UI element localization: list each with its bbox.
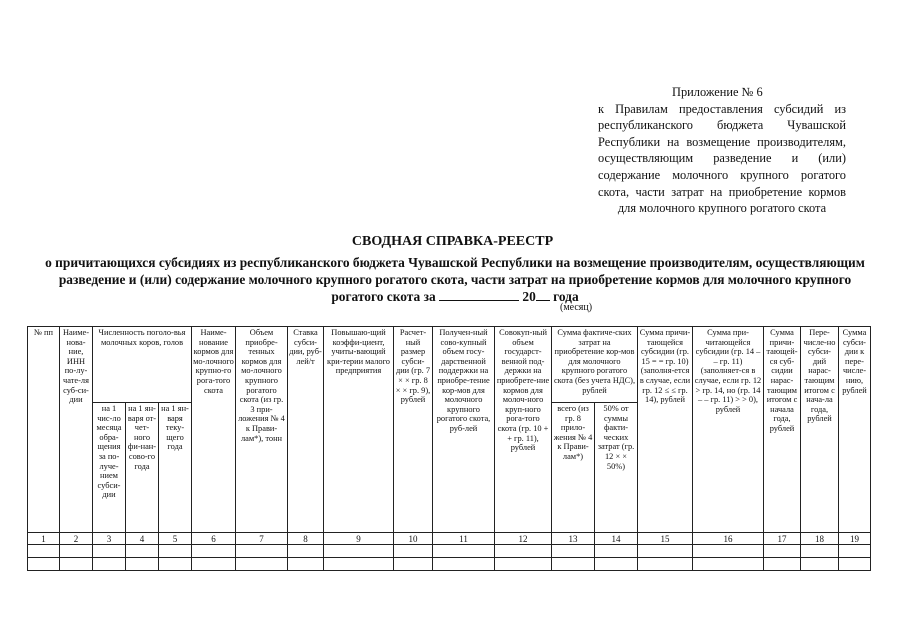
appendix-text: к Правилам предоставления субсидий из республиканского бюджета Чувашской Республики на возмещение производителям, осуществляющим разведение и (или) содержание молочного крупного рогатого скота, части затрат на приобретение кормов для молочного крупного рогатого скота (598, 101, 846, 216)
document-subtitle (40, 254, 870, 305)
col-header: Получен-ный сово-купный объем госу-дарственной поддержки на приобре-тение кор-мов для молочного крупного рогатого скота, руб-лей (433, 327, 495, 533)
subtitle-text: о причитающихся субсидиях из республиканского бюджета Чувашской Республики на возмещение производителям, осуществляющим разведение и (или) содержание молочного крупного рогатого скота, части затрат на приобретение кормов для молочного крупного рогатого скота за (45, 255, 865, 304)
column-number: 5 (159, 533, 192, 545)
col-header: Совокуп-ный объем государст-венной под-держки на приобрете-ние кормов для молоч-ного круп-ного рога-того скота (гр. 10 + + гр. 11), рублей (495, 327, 552, 533)
column-number: 9 (324, 533, 394, 545)
month-hint: (месяц) (560, 302, 593, 313)
year-suffix: года (553, 289, 579, 304)
col-header: Повышаю-щий коэффи-циент, учиты-вающий кри-терии малого предприятия (324, 327, 394, 533)
col-header: Сумма при-читающейся субсидии (гр. 14 – – гр. 11) (заполняет-ся в случае, если гр. 12 > гр. 14, но (гр. 14 – – гр. 11) > > 0), рублей (693, 327, 764, 533)
column-number: 12 (495, 533, 552, 545)
col-header: 50% от суммы факти-ческих затрат (гр. 12 × × 50%) (595, 403, 638, 533)
month-blank (439, 289, 519, 301)
col-header: Пере-числе-но субси-дий нарас-тающим итогом с нача-ла года, рублей (801, 327, 839, 533)
col-header: Наиме-нова-ние, ИНН по-лу-чате-ля суб-си-дии (60, 327, 93, 533)
column-number: 18 (801, 533, 839, 545)
appendix-heading: Приложение № 6 (672, 85, 763, 99)
column-number: 2 (60, 533, 93, 545)
column-number: 13 (552, 533, 595, 545)
col-group-header: Сумма фактиче-ских затрат на приобретение кор-мов для молочного крупного рогатого скота (без учета НДС), рублей (552, 327, 638, 403)
column-number: 6 (192, 533, 236, 545)
document-title: СВОДНАЯ СПРАВКА-РЕЕСТР (351, 234, 554, 249)
col-header: Наиме-нование кормов для мо-лочного крупно-го рога-того скота (192, 327, 236, 533)
col-header: на 1 ян-варя от-чет-ного фи-нан-сово-го года (126, 403, 159, 533)
column-number-row (28, 533, 871, 545)
col-header: на 1 ян-варя теку-щего года (159, 403, 192, 533)
column-number: 10 (394, 533, 433, 545)
column-number: 14 (595, 533, 638, 545)
column-number: 15 (638, 533, 693, 545)
year-prefix: 20 (522, 289, 536, 304)
column-number: 3 (93, 533, 126, 545)
table-row (28, 545, 871, 558)
table-header-row (28, 327, 871, 403)
column-number: 4 (126, 533, 159, 545)
column-number: 7 (236, 533, 288, 545)
col-header: Сумма причи-тающейся субсидии (гр. 15 = = гр. 10) (заполня-ется в случае, если гр. 12 ≤ ≤ гр. 14), рублей (638, 327, 693, 533)
table-row (28, 558, 871, 571)
column-number: 19 (839, 533, 871, 545)
col-header: Сумма причи-тающей-ся суб-сидии нарас-тающим итогом с начала года, рублей (764, 327, 801, 533)
col-header: всего (из гр. 8 прило-жения № 4 к Прави-лам*) (552, 403, 595, 533)
column-number: 16 (693, 533, 764, 545)
col-header: на 1 чис-ло месяца обра-щения за по-луче-нием субси-дии (93, 403, 126, 533)
col-group-header: Численность поголо-вья молочных коров, голов (93, 327, 192, 403)
year-blank (536, 289, 550, 301)
column-number: 8 (288, 533, 324, 545)
col-header: Объем приобре-тенных кормов для мо-лочного крупного рогатого скота (из гр. 3 при-ложения № 4 к Прави-лам*), тонн (236, 327, 288, 533)
col-header: Расчет-ный размер субси-дии (гр. 7 × × гр. 8 × × гр. 9), рублей (394, 327, 433, 533)
column-number: 1 (28, 533, 60, 545)
appendix-block (598, 84, 846, 217)
column-number: 17 (764, 533, 801, 545)
registry-table (27, 326, 871, 571)
col-header: № пп (28, 327, 60, 533)
col-header: Сумма субси-дии к пере-числе-нию, рублей (839, 327, 871, 533)
column-number: 11 (433, 533, 495, 545)
col-header: Ставка субси-дии, руб-лей/т (288, 327, 324, 533)
